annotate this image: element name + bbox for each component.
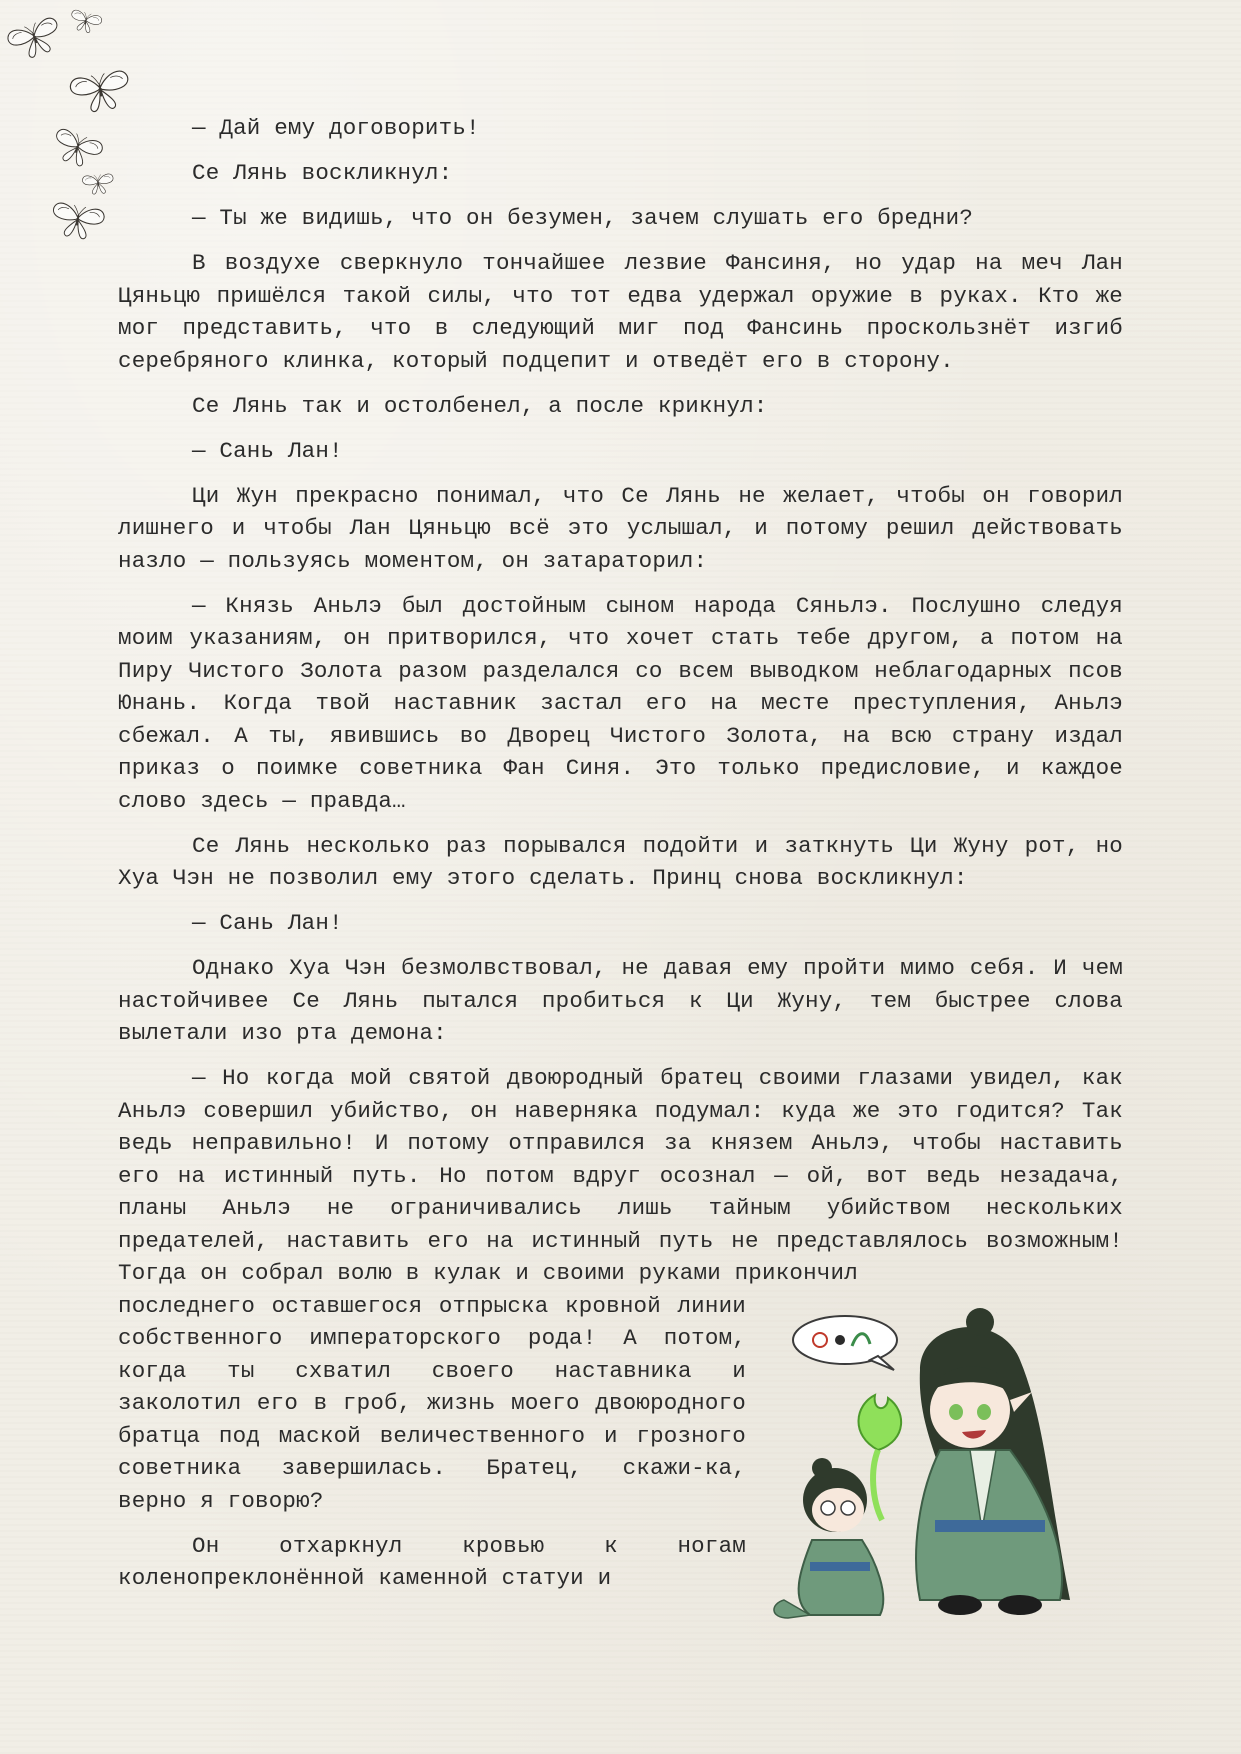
speech-bubble-icon	[793, 1316, 897, 1370]
paragraph: Однако Хуа Чэн безмолвствовал, не давая ему пройти мимо себя. И чем настойчивее Се Лянь пытался пробиться к Ци Жуну, тем быстрее слова вылетали изо рта демона:	[118, 955, 1123, 1046]
paragraph: — Дай ему договорить!	[192, 115, 480, 141]
paragraph-continued: последнего оставшегося отпрыска кровной линии собственного императорского рода! А потом, когда ты схватил своего наставника и заколотил его в гроб, жизнь моего двоюродного братца под маской величественного и грозного советника завершилась. Братец, скажи-ка, верно я говорю?	[118, 1292, 746, 1514]
paragraph: Он отхаркнул кровью к ногам коленопреклонённой каменной статуи и	[118, 1532, 746, 1591]
paragraph: Ци Жун прекрасно понимал, что Се Лянь не желает, чтобы он говорил лишнего и чтобы Лан Цяньцю всё это услышал, и потому решил действовать назло — пользуясь моментом, он затараторил:	[118, 482, 1123, 574]
paragraph: Се Лянь так и остолбенел, а после крикнул:	[192, 392, 768, 419]
paragraph: Се Лянь несколько раз порывался подойти и заткнуть Ци Жуну рот, но Хуа Чэн не позволил ему этого сделать. Принц снова воскликнул:	[118, 832, 1123, 891]
paragraph: — Но когда мой святой двоюродный братец своими глазами увидел, как Аньлэ совершил убийство, он наверняка подумал: куда же это годится? Так ведь неправильно! И потому отправился за князем Аньлэ, чтобы наставить его на истинный путь. Но потом вдруг осознал — ой, вот ведь незадача, планы Аньлэ не ограничивались лишь тайным убийством нескольких предателей, наставить его на истинный путь не представлялось возможным! Тогда он собрал волю в кулак и своими руками прикончил	[118, 1065, 1123, 1286]
chibi-illustration	[770, 1300, 1150, 1640]
paragraph: В воздухе сверкнуло тончайшее лезвие Фансиня, но удар на меч Лан Цяньцю пришёлся такой силы, что тот едва удержал оружие в руках. Кто же мог представить, что в следующий миг под Фансинь проскользнёт изгиб серебряного клинка, который подцепит и отведёт его в сторону.	[118, 250, 1123, 374]
paragraph: — Князь Аньлэ был достойным сыном народа Сяньлэ. Послушно следуя моим указаниям, он притворился, что хочет стать тебе другом, а потом на Пиру Чистого Золота разом разделался со всем выводком неблагодарных псов Юнань. Когда твой наставник застал его на месте преступления, Аньлэ сбежал. А ты, явившись во Дворец Чистого Золота, на всю страну издал приказ о поимке советника Фан Синя. Это только предисловие, и каждое слово здесь — правда…	[118, 592, 1123, 814]
paragraph: — Сань Лан!	[192, 437, 343, 464]
paragraph: Се Лянь воскликнул:	[192, 160, 453, 186]
paragraph: — Сань Лан!	[192, 910, 343, 936]
paragraph: — Ты же видишь, что он безумен, зачем слушать его бредни?	[192, 205, 974, 231]
